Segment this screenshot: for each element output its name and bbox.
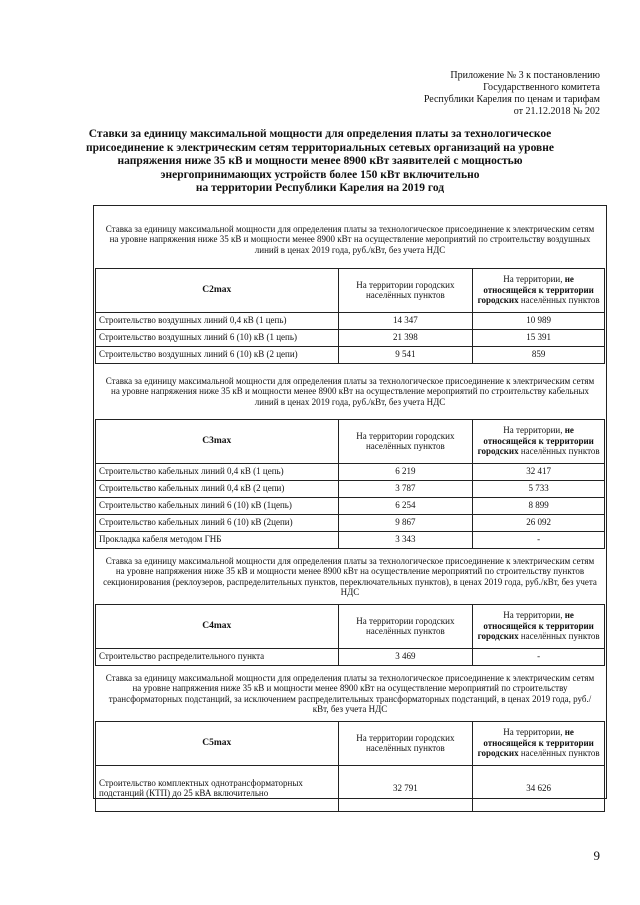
- row-urban-value: 14 347: [338, 312, 473, 329]
- section-header-row: [96, 721, 605, 765]
- title-line: энергопринимающих устройств более 150 кВт включительно: [160, 168, 480, 181]
- row-name: Строительство воздушных линий 0,4 кВ (1 цепь): [96, 312, 339, 329]
- section-label: C4max: [96, 604, 339, 648]
- row-urban-value: 3 343: [338, 531, 473, 548]
- row-name: Строительство кабельных линий 6 (10) кВ (2цепи): [96, 514, 339, 531]
- row-rural-value: 5 733: [473, 480, 605, 497]
- row-rural-value: 8 899: [473, 497, 605, 514]
- rural-header-pre: На территории,: [503, 610, 563, 621]
- urban-column-header: На территории городских населённых пунктов: [338, 604, 473, 648]
- table-row: [96, 463, 605, 480]
- row-urban-value: 21 398: [338, 329, 473, 346]
- rural-column-header: [473, 721, 605, 765]
- section-label: C5max: [96, 721, 339, 765]
- rural-column-header: [473, 604, 605, 648]
- table-row: [96, 648, 605, 665]
- section-description: Ставка за единицу максимальной мощности для определения платы за технологическое присоединение к электрическим сетям на уровне напряжения ниже 35 кВ и мощности менее 8900 кВт на осуществление мероприятий по строительству трансформаторных подстанций, за исключением распределительных трансформаторных подстанций, в ценах 2019 года, руб./кВт, без учета НДС: [96, 665, 605, 721]
- title-line: на территории Республики Карелия на 2019 год: [195, 182, 445, 194]
- table-row: [96, 514, 605, 531]
- row-rural-value: -: [473, 531, 605, 548]
- section-header-row: [96, 604, 605, 648]
- section-description-row: [96, 665, 605, 721]
- rural-column-header: [473, 419, 605, 463]
- rural-column-header: [473, 268, 605, 312]
- row-rural-value: 859: [473, 346, 605, 363]
- rates-table-body: [96, 210, 605, 811]
- urban-column-header: На территории городских населённых пунктов: [338, 268, 473, 312]
- row-urban-value: 6 254: [338, 497, 473, 514]
- appendix-line: от 21.12.2018 № 202: [513, 106, 600, 117]
- rural-header-pre: На территории,: [503, 727, 563, 738]
- table-row: [96, 346, 605, 363]
- section-description-row: [96, 210, 605, 268]
- row-name: Строительство воздушных линий 6 (10) кВ (2 цепи): [96, 346, 339, 363]
- row-name: Строительство распределительного пункта: [96, 648, 339, 665]
- rural-header-post: населённых пунктов: [520, 295, 600, 306]
- section-description: Ставка за единицу максимальной мощности для определения платы за технологическое присоединение к электрическим сетям на уровне напряжения ниже 35 кВ и мощности менее 8900 кВт на осуществление мероприятий по строительству кабельных линий в ценах 2019 года, руб./кВт, без учета НДС: [96, 363, 605, 419]
- table-row: [96, 312, 605, 329]
- row-name: Строительство кабельных линий 6 (10) кВ (1цепь): [96, 497, 339, 514]
- section-description: Ставка за единицу максимальной мощности для определения платы за технологическое присоединение к электрическим сетям на уровне напряжения ниже 35 кВ и мощности менее 8900 кВт на осуществление мероприятий по строительству воздушных линий в ценах 2019 года, руб./кВт, без учета НДС: [96, 210, 605, 268]
- section-description-row: [96, 548, 605, 604]
- urban-column-header: На территории городских населённых пунктов: [338, 721, 473, 765]
- rural-header-pre: На территории,: [503, 425, 563, 436]
- appendix-line: Приложение № 3 к постановлению: [450, 70, 600, 81]
- rural-header-post: населённых пунктов: [520, 748, 600, 759]
- section-label: C2max: [96, 268, 339, 312]
- row-rural-value: 26 092: [473, 514, 605, 531]
- table-row: [96, 497, 605, 514]
- rural-header-bold: не относящейся к территории городских: [477, 727, 594, 759]
- section-label: C3max: [96, 419, 339, 463]
- document-title: [60, 128, 580, 196]
- section-header-row: [96, 268, 605, 312]
- title-line: Ставки за единицу максимальной мощности для определения платы за технологическое: [88, 128, 552, 140]
- row-name: Строительство кабельных линий 0,4 кВ (2 цепи): [96, 480, 339, 497]
- row-name: Строительство комплектных однотрансформаторных подстанций (КТП) до 25 кВА включительно: [96, 765, 339, 811]
- row-urban-value: 3 787: [338, 480, 473, 497]
- row-rural-value: 32 417: [473, 463, 605, 480]
- row-urban-value: 9 867: [338, 514, 473, 531]
- row-rural-value: 10 989: [473, 312, 605, 329]
- table-row: [96, 765, 605, 811]
- title-line: присоединение к электрическим сетям территориальных сетевых организаций на уровне: [86, 141, 554, 154]
- appendix-header: [380, 70, 600, 118]
- row-rural-value: 15 391: [473, 329, 605, 346]
- rates-table: [95, 210, 605, 812]
- row-urban-value: 32 791: [338, 765, 473, 811]
- table-row: [96, 531, 605, 548]
- appendix-line: Государственного комитета: [483, 82, 600, 93]
- rural-header-bold: не относящейся к территории городских: [477, 425, 594, 457]
- row-name: Прокладка кабеля методом ГНБ: [96, 531, 339, 548]
- rural-header-pre: На территории,: [503, 274, 563, 285]
- row-rural-value: 34 626: [473, 765, 605, 811]
- rural-header-post: населённых пунктов: [520, 446, 600, 457]
- row-urban-value: 6 219: [338, 463, 473, 480]
- row-name: Строительство воздушных линий 6 (10) кВ (1 цепь): [96, 329, 339, 346]
- row-urban-value: 9 541: [338, 346, 473, 363]
- rural-header-post: населённых пунктов: [520, 631, 600, 642]
- rural-header-bold: не относящейся к территории городских: [477, 274, 594, 306]
- section-description-row: [96, 363, 605, 419]
- section-header-row: [96, 419, 605, 463]
- page-number: 9: [593, 848, 600, 863]
- row-name: Строительство кабельных линий 0,4 кВ (1 цепь): [96, 463, 339, 480]
- title-line: напряжения ниже 35 кВ и мощности менее 8900 кВт заявителей с мощностью: [117, 155, 523, 167]
- table-row: [96, 329, 605, 346]
- row-rural-value: -: [473, 648, 605, 665]
- urban-column-header: На территории городских населённых пунктов: [338, 419, 473, 463]
- appendix-line: Республики Карелия по ценам и тарифам: [423, 94, 600, 105]
- section-description: Ставка за единицу максимальной мощности для определения платы за технологическое присоединение к электрическим сетям на уровне напряжения ниже 35 кВ и мощности менее 8900 кВт на осуществление мероприятий по строительству пунктов секционирования (реклоузеров, распределительных пунктов, переключательных пунктов), в ценах 2019 года, руб./кВт, без учета НДС: [96, 548, 605, 604]
- row-urban-value: 3 469: [338, 648, 473, 665]
- table-row: [96, 480, 605, 497]
- rural-header-bold: не относящейся к территории городских: [477, 610, 594, 642]
